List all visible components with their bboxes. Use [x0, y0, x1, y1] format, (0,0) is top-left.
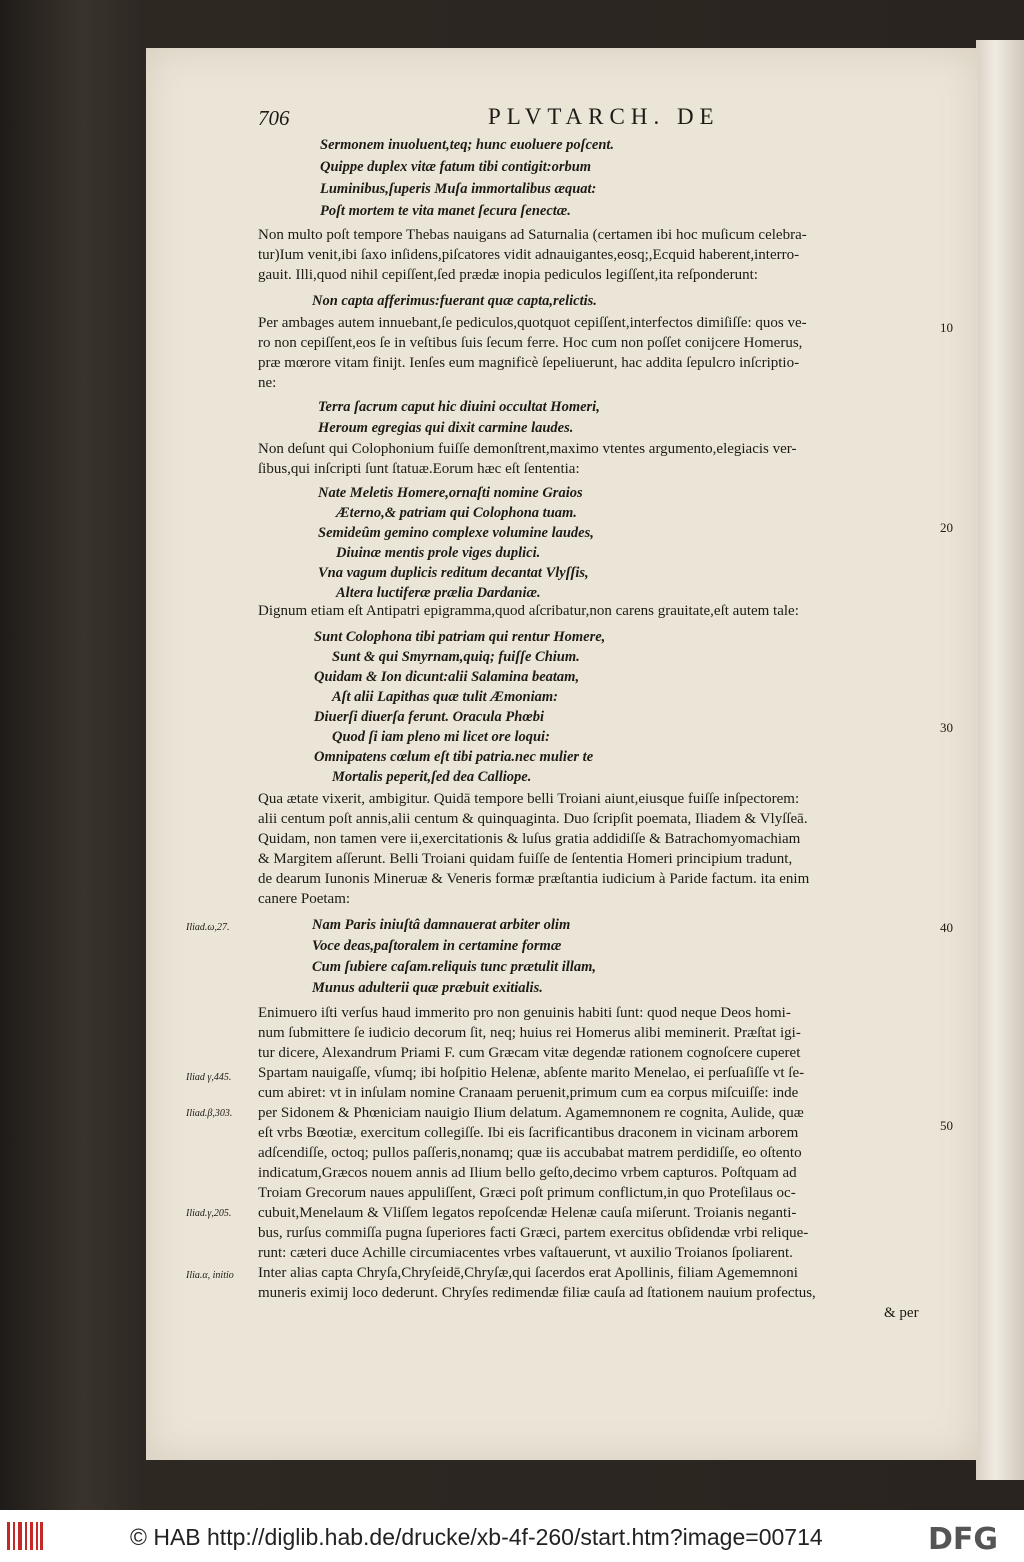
- prose-line: adſcendiſſe, octoq; pullos paſſeris,nonamq; quæ iis accubabat matrem perdidiſſe, eo oſtento: [258, 1145, 802, 1161]
- verse-line: Luminibus,ſuperis Muſa immortalibus æquat:: [320, 181, 597, 197]
- book-page: [146, 48, 978, 1460]
- prose-line: de dearum Iunonis Mineruæ & Veneris formæ præſtantia iudicium à Paride factum. ita enim: [258, 871, 810, 887]
- verse-line: Nate Meletis Homere,ornaſti nomine Graios: [318, 485, 583, 501]
- prose-line: tur)Ium venit,ibi ſaxo inſidens,piſcatores vidit adnauigantes,eosq;,Ecquid haberent,interro-: [258, 247, 800, 263]
- barcode-icon: [6, 1520, 44, 1552]
- verse-line: Quidam & Ion dicunt:alii Salamina beatam,: [314, 669, 580, 685]
- prose-line: bus, rurſus commiſſa pugna ſuperiores facti Græci, partem exercitus obſidendæ vrbi relique-: [258, 1225, 809, 1241]
- prose-line: ſibus,qui inſcripti ſunt ſtatuæ.Eorum hæc eſt ſententia:: [258, 461, 580, 477]
- page-number: 706: [258, 106, 290, 130]
- prose-line: Spartam nauigaſſe, vſumq; ibi hoſpitio Helenæ, abſente marito Menelao, ei perſuaſiſſe vt ſe-: [258, 1065, 805, 1081]
- verse-line: Nam Paris iniuſtâ damnauerat arbiter olim: [312, 917, 571, 933]
- prose-line: alii centum poſt annis,alii centum & quinquaginta. Duo ſcripſit poemata, Iliadem & Vlyſſeā.: [258, 811, 808, 827]
- verse-line: Heroum egregias qui dixit carmine laudes.: [318, 420, 574, 436]
- prose-line: & Margitem aſſerunt. Belli Troiani quidam fuiſſe de ſententia Homeri principium tradunt,: [258, 851, 793, 867]
- prose-line: Qua ætate vixerit, ambigitur. Quidā tempore belli Troiani aiunt,eiusque fuiſſe inſpectorem:: [258, 791, 800, 807]
- verse-line: Cum ſubiere caſam.reliquis tunc prætulit illam,: [312, 959, 596, 975]
- prose-line: Enimuero iſti verſus haud immerito pro non genuinis habiti ſunt: quod neque Deos homi-: [258, 1005, 791, 1021]
- prose-line: per Sidonem & Phœniciam nauigio Ilium delatum. Agamemnonem re cognita, Aulide, quæ: [258, 1105, 804, 1121]
- prose-line: cum abiret: vt in inſulam nomine Cranaam peruenit,primum cum ea corpus miſcuiſſe: inde: [258, 1085, 799, 1101]
- margin-reference: Ilia.α, initio: [186, 1270, 234, 1281]
- prose-line: runt: cæteri duce Achille circumiacentes vrbes vaſtauerunt, vt auxilio Troianos ſpoliarent.: [258, 1245, 793, 1261]
- adjacent-page-edge: [976, 40, 1024, 1480]
- prose-line: canere Poetam:: [258, 891, 351, 907]
- line-number: 20: [940, 520, 953, 535]
- prose-line: muneris eximij loco dederunt. Chryſes redimendæ filiæ cauſa ad ſtationem nauium profectus,: [258, 1285, 816, 1301]
- verse-line: Quippe duplex vitæ fatum tibi contigit:orbum: [320, 159, 592, 175]
- credit-text: © HAB http://diglib.hab.de/drucke/xb-4f-260/start.htm?image=00714: [130, 1524, 823, 1550]
- verse-line: Diuerſi diuerſa ferunt. Oracula Phœbi: [314, 709, 545, 725]
- verse-line: Æterno,& patriam qui Colophona tuam.: [336, 505, 577, 521]
- prose-line: præ mœrore vitam finijt. Ienſes eum magnificè ſepeliuerunt, hac addita ſepulcro inſcriptio-: [258, 355, 800, 371]
- prose-line: num ſubmittere ſe iudicio decorum ſit, neq; huius rei Homerus alibi meminerit. Præſtat igi-: [258, 1025, 801, 1041]
- verse-line: Sunt Colophona tibi patriam qui rentur Homere,: [314, 629, 606, 645]
- prose-line: indicatum,Græcos nouem annis ad Ilium bello geſto,decimo vrbem capturos. Poſtquam ad: [258, 1165, 797, 1181]
- verse-line: Terra ſacrum caput hic diuini occultat Homeri,: [318, 399, 600, 415]
- prose-line: eſt vrbs Bœotiæ, exercitum collegiſſe. Ibi eis ſacrificantibus draconem in vicinam arborem: [258, 1125, 799, 1141]
- dfg-logo: [928, 1522, 1016, 1552]
- verse-line: Semideûm gemino complexe volumine laudes,: [318, 525, 594, 541]
- verse-line: Quod ſi iam pleno mi licet ore loqui:: [332, 729, 550, 745]
- verse-line: Non capta afferimus:fuerant quæ capta,relictis.: [312, 293, 597, 309]
- prose-line: ro non cepiſſent,eos ſe in veſtibus ſuis ſecum ferre. Hoc cum non poſſet conijcere Homerus,: [258, 335, 803, 351]
- verse-line: Sermonem inuoluent,teq; hunc euoluere poſcent.: [320, 137, 615, 153]
- verse-line: Altera luctiferæ prælia Dardaniæ.: [336, 585, 541, 601]
- prose-line: Non multo poſt tempore Thebas nauigans ad Saturnalia (certamen ibi hoc muſicum celebra-: [258, 227, 807, 243]
- running-title: PLVTARCH. DE: [488, 104, 720, 129]
- catchword: & per: [884, 1305, 919, 1321]
- prose-line: Non deſunt qui Colophonium fuiſſe demonſtrent,maximo vtentes argumento,elegiacis ver-: [258, 441, 797, 457]
- line-number: 30: [940, 720, 953, 735]
- verse-line: Voce deas,paſtoralem in certamine formæ: [312, 938, 562, 954]
- dfg-logo-text: DFG: [928, 1522, 999, 1552]
- margin-reference: Iliad γ,445.: [186, 1072, 232, 1083]
- line-number: 50: [940, 1118, 953, 1133]
- verse-line: Vna vagum duplicis reditum decantat Vlyſſis,: [318, 565, 589, 581]
- verse-line: Sunt & qui Smyrnam,quiq; fuiſſe Chium.: [332, 649, 580, 665]
- prose-line: Quidam, non tamen vere ii,exercitationis & luſus gratia addidiſſe & Batrachomyomachiam: [258, 831, 801, 847]
- prose-line: Per ambages autem innuebant,ſe pediculos,quotquot cepiſſent,interfectos dimiſiſſe: quos ve-: [258, 315, 807, 331]
- margin-reference: Iliad.β,303.: [186, 1108, 233, 1119]
- line-number: 10: [940, 320, 953, 335]
- prose-line: Inter alias capta Chryſa,Chryſeidē,Chryſæ,qui ſacerdos erat Apollinis, filiam Agememnoni: [258, 1265, 798, 1281]
- margin-reference: Iliad.γ,205.: [186, 1208, 232, 1219]
- prose-line: gauit. Illi,quod nihil cepiſſent,ſed prædæ inopia pediculos legiſſent,ita reſponderunt:: [258, 267, 758, 283]
- verse-line: Diuinæ mentis prole viges duplici.: [336, 545, 541, 561]
- prose-line: cubuit,Menelaum & Vliſſem legatos repoſcendæ Helenæ cauſa miſerunt. Troianis neganti-: [258, 1205, 797, 1221]
- verse-line: Aſt alii Lapithas quæ tulit Æmoniam:: [332, 689, 558, 705]
- verse-line: Omnipatens cœlum eſt tibi patria.nec mulier te: [314, 749, 594, 765]
- margin-reference: Iliad.ω,27.: [186, 922, 230, 933]
- prose-line: ne:: [258, 375, 277, 391]
- prose-line: Dignum etiam eſt Antipatri epigramma,quod aſcribatur,non carens grauitate,eſt autem tale:: [258, 603, 799, 619]
- prose-line: Troiam Grecorum naues appuliſſent, Græci poſt primum conflictum,in quo Proteſilaus oc-: [258, 1185, 796, 1201]
- verse-line: Poſt mortem te vita manet ſecura ſenectæ.: [320, 203, 571, 219]
- verse-line: Mortalis peperit,ſed dea Calliope.: [332, 769, 532, 785]
- line-number: 40: [940, 920, 953, 935]
- prose-line: tur dicere, Alexandrum Priami F. cum Græcam vitæ degendæ rationem cognoſcere cuperet: [258, 1045, 801, 1061]
- verse-line: Munus adulterii quæ præbuit exitialis.: [312, 980, 543, 996]
